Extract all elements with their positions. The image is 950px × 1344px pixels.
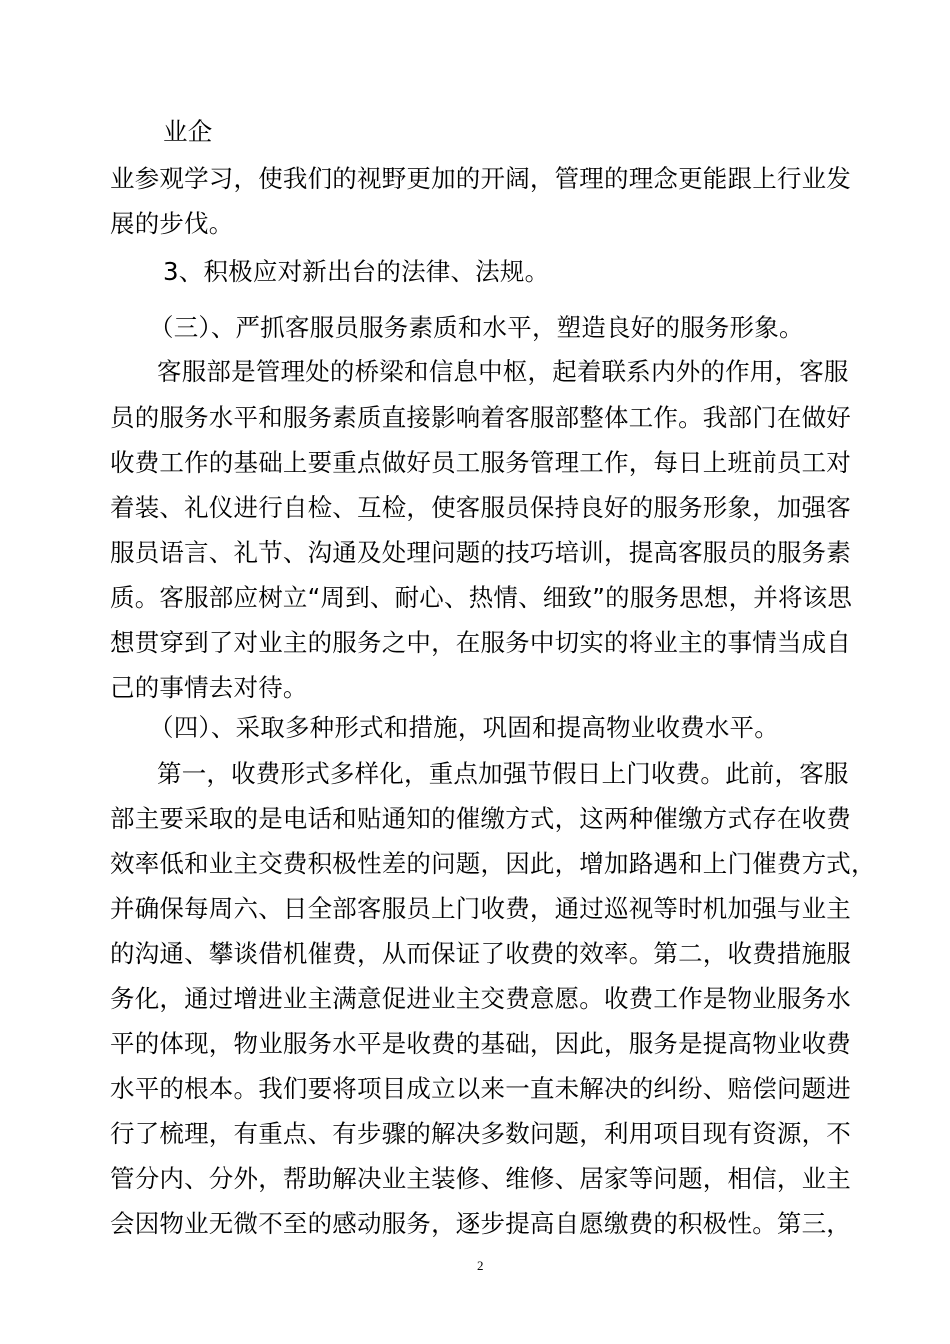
text-line: 客服部是管理处的桥梁和信息中枢，起着联系内外的作用，客服	[157, 357, 849, 386]
text-line: 着装、礼仪进行自检、互检，使客服员保持良好的服务形象，加强客	[110, 493, 851, 522]
text-line: 质。客服部应树立“周到、耐心、热情、细致”的服务思想，并将该思	[110, 583, 853, 612]
text-line: 3、积极应对新出台的法律、法规。	[163, 257, 550, 286]
text-line: 第一，收费形式多样化，重点加强节假日上门收费。此前，客服	[157, 759, 849, 788]
text-line: 务化，通过增进业主满意促进业主交费意愿。收费工作是物业服务水	[110, 984, 851, 1013]
page-number: 2	[477, 1258, 484, 1273]
text-line: 水平的根本。我们要将项目成立以来一直未解决的纠纷、赔偿问题进	[110, 1074, 851, 1103]
text-line: 业企	[163, 117, 213, 146]
text-line: 效率低和业主交费积极性差的问题，因此，增加路遇和上门催费方式，	[110, 849, 876, 878]
text-line: 员的服务水平和服务素质直接影响着客服部整体工作。我部门在做好	[110, 403, 851, 432]
text-line: 部主要采取的是电话和贴通知的催缴方式，这两种催缴方式存在收费	[110, 804, 851, 833]
text-line: 服员语言、礼节、沟通及处理问题的技巧培训，提高客服员的服务素	[110, 538, 851, 567]
text-line: 的沟通、攀谈借机催费，从而保证了收费的效率。第二，收费措施服	[110, 939, 851, 968]
text-line: 行了梳理，有重点、有步骤的解决多数问题，利用项目现有资源，不	[110, 1119, 851, 1148]
section-heading: （四）、采取多种形式和措施，巩固和提高物业收费水平。	[149, 713, 779, 742]
section-heading: （三）、严抓客服员服务素质和水平，塑造良好的服务形象。	[149, 313, 804, 342]
text-line: 并确保每周六、日全部客服员上门收费，通过巡视等时机加强与业主	[110, 894, 851, 923]
text-line: 业参观学习，使我们的视野更加的开阔，管理的理念更能跟上行业发	[110, 164, 851, 193]
text-line: 管分内、分外，帮助解决业主装修、维修、居家等问题，相信，业主	[110, 1164, 851, 1193]
text-line: 收费工作的基础上要重点做好员工服务管理工作，每日上班前员工对	[110, 448, 851, 477]
text-line: 平的体现，物业服务水平是收费的基础，因此，服务是提高物业收费	[110, 1029, 851, 1058]
text-line: 己的事情去对待。	[110, 673, 308, 702]
text-line: 会因物业无微不至的感动服务，逐步提高自愿缴费的积极性。第三，	[110, 1209, 851, 1238]
text-line: 想贯穿到了对业主的服务之中，在服务中切实的将业主的事情当成自	[110, 628, 851, 657]
text-line: 展的步伐。	[110, 209, 234, 238]
